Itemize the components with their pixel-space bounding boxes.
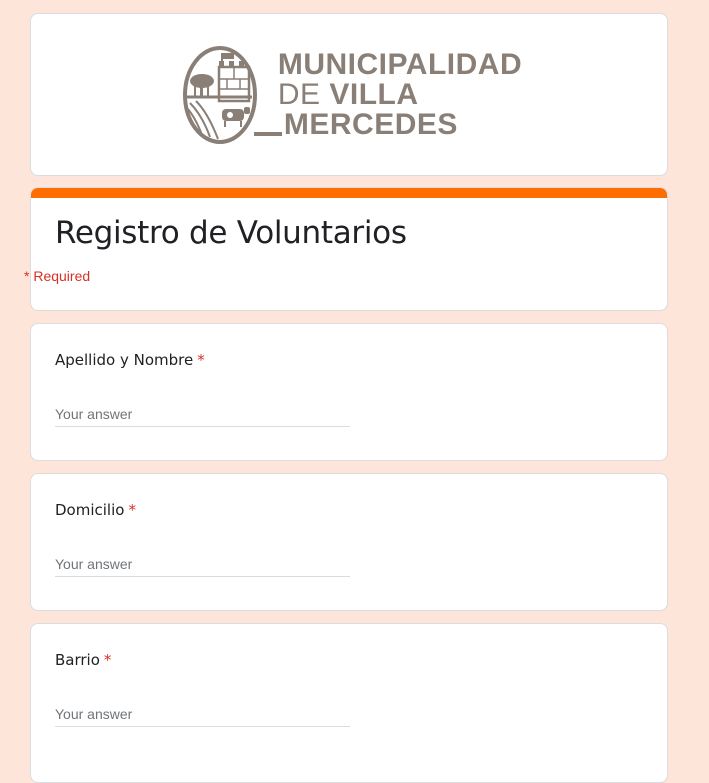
header-banner (30, 13, 668, 176)
required-asterisk: * (197, 351, 205, 369)
form-title: Registro de Voluntarios (55, 215, 407, 251)
question-card-barrio (30, 623, 668, 783)
domicilio-input[interactable] (55, 552, 350, 577)
required-asterisk: * (128, 501, 136, 519)
municipality-logo (182, 45, 522, 145)
logo-line-1: MUNICIPALIDAD (277, 47, 523, 81)
question-label (55, 501, 136, 519)
logo-line-2-strong: VILLA (329, 77, 419, 111)
question-card-apellido (30, 323, 668, 461)
required-note: * Required (24, 268, 91, 284)
municipality-seal-icon (182, 45, 258, 145)
question-label-text: Barrio (55, 651, 100, 669)
required-asterisk: * (103, 651, 112, 669)
question-label (55, 651, 111, 669)
logo-line-3: MERCEDES (283, 107, 458, 141)
form-title-card (30, 187, 668, 311)
question-card-domicilio (30, 473, 668, 611)
logo-line-2-prefix: DE (277, 77, 321, 111)
apellido-nombre-input[interactable] (55, 402, 350, 427)
logo-wordmark (277, 47, 523, 141)
question-label-text: Domicilio (55, 501, 125, 519)
question-label-text: Apellido y Nombre (55, 351, 194, 369)
accent-bar (31, 188, 667, 198)
question-label (55, 351, 205, 369)
logo-underscore-bar (254, 132, 282, 136)
barrio-input[interactable] (55, 702, 350, 727)
